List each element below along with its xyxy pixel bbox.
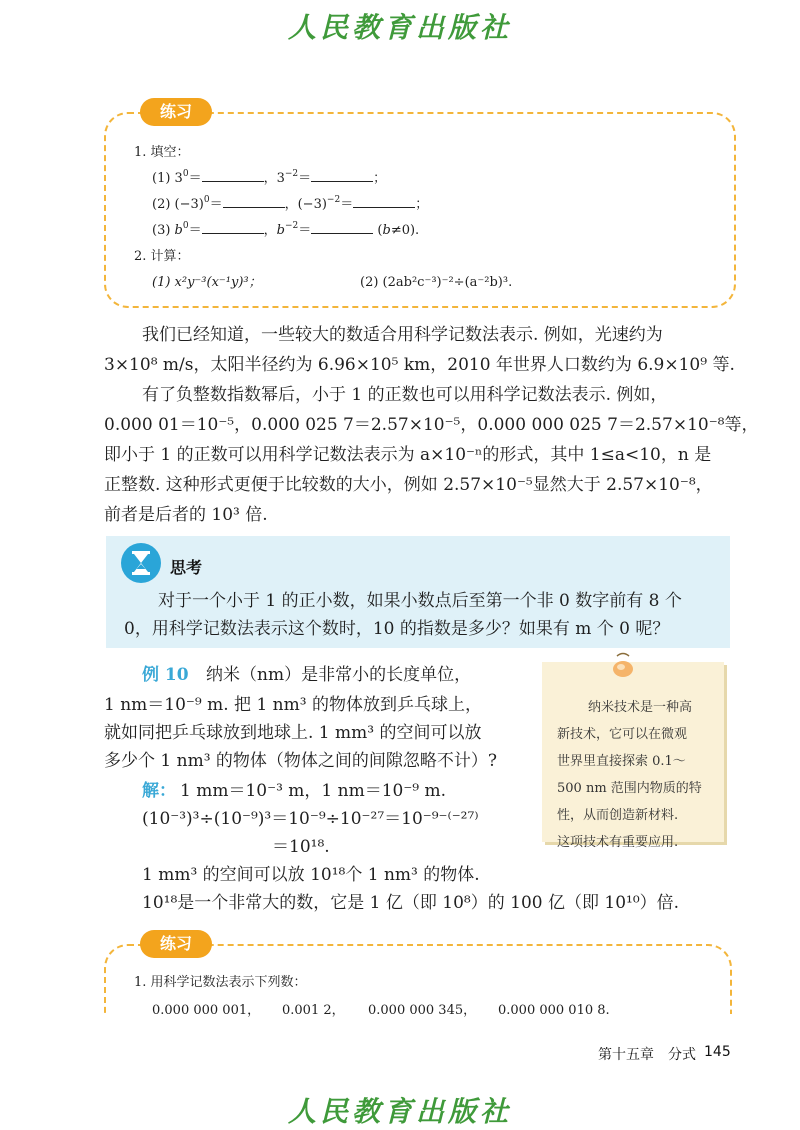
- example-line: 多少个 1 nm³ 的物体（物体之间的间隙忽略不计）?: [104, 751, 498, 771]
- answer-blank[interactable]: [223, 193, 285, 208]
- note-line: 新技术，它可以在微观: [557, 727, 688, 742]
- answer-blank[interactable]: [311, 167, 373, 182]
- exercise1-q2-1: (1) x²y⁻³(x⁻¹y)³；: [152, 275, 262, 290]
- example-label: 例 10: [142, 665, 189, 685]
- paragraph-line: 前者是后者的 10³ 倍.: [104, 505, 268, 525]
- note-line: 性，从而创造新材料.: [557, 808, 679, 823]
- chapter-title: 第十五章 分式: [598, 1047, 696, 1063]
- publisher-watermark-top: 人民教育出版社: [287, 11, 512, 44]
- exercise2-value: 0.000 000 001，: [152, 1003, 261, 1018]
- hourglass-icon: [120, 542, 162, 584]
- exercise1-q2: 2. 计算：: [134, 249, 190, 264]
- think-line: 对于一个小于 1 的正小数，如果小数点后至第一个非 0 数字前有 8 个: [158, 591, 682, 611]
- example-line: 纳米（nm）是非常小的长度单位，: [206, 665, 472, 685]
- exercise1-q1-3: (3) $b^0=$ ，$b^{-2}= (b\ne 0)$.: [152, 221, 420, 238]
- page-number: 145: [704, 1044, 731, 1060]
- solution-result: 1 mm³ 的空间可以放 10¹⁸个 1 nm³ 的物体.: [142, 865, 480, 885]
- exercise2-value: 0.000 000 345，: [368, 1003, 477, 1018]
- paragraph-line: 有了负整数指数幂后，小于 1 的正数也可以用科学记数法表示. 例如，: [142, 385, 668, 405]
- note-line: 这项技术有重要应用.: [557, 835, 679, 850]
- solution-calc: ＝10¹⁸.: [272, 837, 330, 857]
- solution-calc: (10⁻³)³÷(10⁻⁹)³＝10⁻⁹÷10⁻²⁷＝10⁻⁹⁻⁽⁻²⁷⁾: [142, 809, 479, 829]
- note-line: 世界里直接探索 0.1～: [557, 754, 686, 769]
- solution-line: 1 mm＝10⁻³ m，1 nm＝10⁻⁹ m.: [180, 781, 447, 801]
- think-line: 0，用科学记数法表示这个数时，10 的指数是多少？如果有 m 个 0 呢？: [124, 619, 670, 639]
- paragraph-line: 我们已经知道，一些较大的数适合用科学记数法表示. 例如，光速约为: [142, 325, 663, 345]
- answer-blank[interactable]: [202, 167, 264, 182]
- exercise2-value: 0.000 000 010 8.: [498, 1003, 610, 1018]
- exercise1-q2-2: (2) (2ab²c⁻³)⁻²÷(a⁻²b)³.: [360, 275, 513, 290]
- exercise1-q1-1: (1) $3^0=$ ，$3^{-2}=$ ；: [152, 169, 387, 186]
- exercise2-q1: 1. 用科学记数法表示下列数：: [134, 975, 307, 990]
- exercise-label-1: 练习: [140, 98, 212, 126]
- note-line: 500 nm 范围内物质的特: [557, 781, 702, 796]
- answer-blank[interactable]: [311, 219, 373, 234]
- answer-blank[interactable]: [202, 219, 264, 234]
- publisher-watermark-bottom: 人民教育出版社: [287, 1095, 512, 1128]
- example-line: 1 nm＝10⁻⁹ m. 把 1 nm³ 的物体放到乒乓球上，: [104, 695, 482, 715]
- example-line: 就如同把乒乓球放到地球上. 1 mm³ 的空间可以放: [104, 723, 482, 743]
- paragraph-line: 正整数. 这种形式更便于比较数的大小，例如 2.57×10⁻⁵显然大于 2.57×10⁻⁸，: [104, 475, 713, 495]
- note-line: 纳米技术是一种高: [588, 700, 693, 715]
- paragraph-line: 3×10⁸ m/s，太阳半径约为 6.96×10⁵ km，2010 年世界人口数约为 6.9×10⁹ 等.: [104, 355, 735, 375]
- paragraph-line: 即小于 1 的正数可以用科学记数法表示为 a×10⁻ⁿ的形式，其中 1≤a<10，n 是: [104, 445, 712, 465]
- exercise-label-2: 练习: [140, 930, 212, 958]
- solution-label: 解：: [142, 781, 176, 801]
- think-title: 思考: [170, 558, 203, 577]
- exercise2-value: 0.001 2，: [282, 1003, 345, 1018]
- solution-result: 10¹⁸是一个非常大的数，它是 1 亿（即 10⁸）的 100 亿（即 10¹⁰）倍.: [142, 893, 680, 913]
- pushpin-icon: [610, 652, 636, 680]
- paragraph-line: 0.000 01＝10⁻⁵，0.000 025 7＝2.57×10⁻⁵，0.000 000 025 7＝2.57×10⁻⁸等，: [104, 415, 759, 435]
- answer-blank[interactable]: [353, 193, 415, 208]
- exercise1-q1-2: (2) $(-3)^0=$ ，$(-3)^{-2}=$ ；: [152, 195, 429, 212]
- exercise1-q1: 1. 填空：: [134, 145, 190, 160]
